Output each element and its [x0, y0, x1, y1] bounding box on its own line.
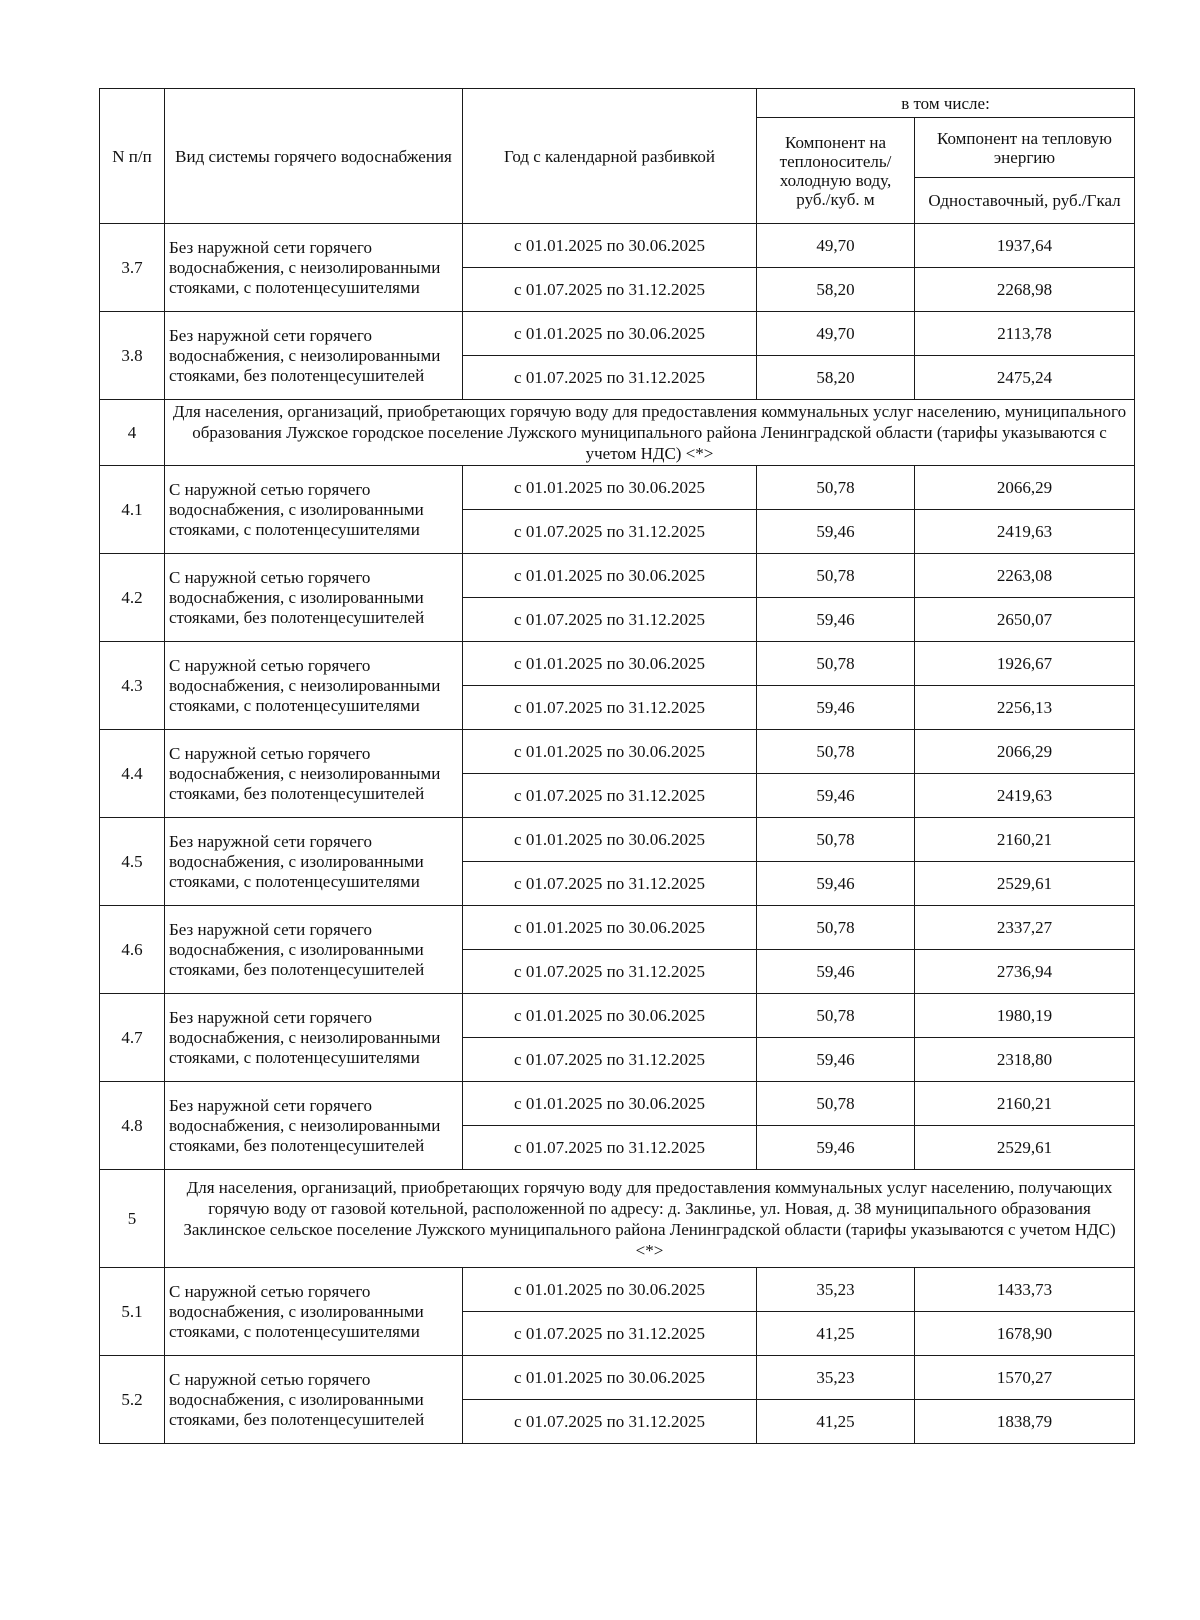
header-num: N п/п	[100, 89, 165, 224]
table-row	[100, 466, 1135, 510]
section-number: 4	[100, 400, 165, 466]
table-row	[100, 312, 1135, 356]
water-tariff-second-half: 59,46	[757, 1126, 915, 1170]
heat-tariff-second-half: 1838,79	[915, 1400, 1135, 1444]
heat-tariff-second-half: 2529,61	[915, 862, 1135, 906]
system-description: С наружной сетью горячего водоснабжения, с изолированными стояками, с полотенцесушителями	[165, 466, 463, 554]
period-first-half: с 01.01.2025 по 30.06.2025	[463, 554, 757, 598]
period-first-half: с 01.01.2025 по 30.06.2025	[463, 1082, 757, 1126]
row-number: 4.5	[100, 818, 165, 906]
heat-tariff-second-half: 2736,94	[915, 950, 1135, 994]
heat-tariff-second-half: 2256,13	[915, 686, 1135, 730]
water-tariff-first-half: 50,78	[757, 466, 915, 510]
header-period: Год с календарной разбивкой	[463, 89, 757, 224]
tariff-table	[99, 88, 1135, 1444]
table-body	[100, 224, 1135, 1444]
heat-tariff-second-half: 2650,07	[915, 598, 1135, 642]
heat-tariff-first-half: 2263,08	[915, 554, 1135, 598]
section-number: 5	[100, 1170, 165, 1268]
heat-tariff-first-half: 2160,21	[915, 818, 1135, 862]
water-tariff-second-half: 58,20	[757, 356, 915, 400]
heat-tariff-first-half: 1937,64	[915, 224, 1135, 268]
heat-tariff-second-half: 2318,80	[915, 1038, 1135, 1082]
period-first-half: с 01.01.2025 по 30.06.2025	[463, 906, 757, 950]
header-including: в том числе:	[757, 89, 1135, 118]
period-first-half: с 01.01.2025 по 30.06.2025	[463, 994, 757, 1038]
table-row	[100, 224, 1135, 268]
period-second-half: с 01.07.2025 по 31.12.2025	[463, 1126, 757, 1170]
row-number: 4.8	[100, 1082, 165, 1170]
heat-tariff-second-half: 2475,24	[915, 356, 1135, 400]
heat-tariff-first-half: 2337,27	[915, 906, 1135, 950]
system-description: С наружной сетью горячего водоснабжения, с изолированными стояками, с полотенцесушителями	[165, 1268, 463, 1356]
header-system: Вид системы горячего водоснабжения	[165, 89, 463, 224]
heat-tariff-second-half: 2268,98	[915, 268, 1135, 312]
water-tariff-second-half: 59,46	[757, 774, 915, 818]
water-tariff-first-half: 50,78	[757, 818, 915, 862]
water-tariff-second-half: 59,46	[757, 598, 915, 642]
water-tariff-second-half: 59,46	[757, 510, 915, 554]
water-tariff-second-half: 58,20	[757, 268, 915, 312]
period-second-half: с 01.07.2025 по 31.12.2025	[463, 950, 757, 994]
heat-tariff-second-half: 2419,63	[915, 774, 1135, 818]
heat-tariff-first-half: 1570,27	[915, 1356, 1135, 1400]
water-tariff-first-half: 50,78	[757, 730, 915, 774]
water-tariff-second-half: 59,46	[757, 686, 915, 730]
header-water-component: Компонент на теплоноситель/ холодную воду, руб./куб. м	[757, 118, 915, 224]
row-number: 4.7	[100, 994, 165, 1082]
water-tariff-first-half: 49,70	[757, 224, 915, 268]
system-description: С наружной сетью горячего водоснабжения, с неизолированными стояками, с полотенцесушителями	[165, 642, 463, 730]
table-row	[100, 1356, 1135, 1400]
row-number: 5.1	[100, 1268, 165, 1356]
period-second-half: с 01.07.2025 по 31.12.2025	[463, 686, 757, 730]
period-second-half: с 01.07.2025 по 31.12.2025	[463, 356, 757, 400]
period-first-half: с 01.01.2025 по 30.06.2025	[463, 642, 757, 686]
table-row	[100, 554, 1135, 598]
system-description: Без наружной сети горячего водоснабжения, с неизолированными стояками, с полотенцесушителями	[165, 224, 463, 312]
period-second-half: с 01.07.2025 по 31.12.2025	[463, 510, 757, 554]
row-number: 4.1	[100, 466, 165, 554]
row-number: 5.2	[100, 1356, 165, 1444]
period-first-half: с 01.01.2025 по 30.06.2025	[463, 1268, 757, 1312]
system-description: Без наружной сети горячего водоснабжения, с неизолированными стояками, без полотенцесушителей	[165, 312, 463, 400]
system-description: Без наружной сети горячего водоснабжения, с изолированными стояками, с полотенцесушителями	[165, 818, 463, 906]
heat-tariff-first-half: 2066,29	[915, 466, 1135, 510]
row-number: 3.8	[100, 312, 165, 400]
water-tariff-first-half: 49,70	[757, 312, 915, 356]
heat-tariff-second-half: 2529,61	[915, 1126, 1135, 1170]
system-description: С наружной сетью горячего водоснабжения, с изолированными стояками, без полотенцесушителей	[165, 554, 463, 642]
heat-tariff-first-half: 1980,19	[915, 994, 1135, 1038]
period-second-half: с 01.07.2025 по 31.12.2025	[463, 598, 757, 642]
table-row	[100, 730, 1135, 774]
system-description: Без наружной сети горячего водоснабжения, с изолированными стояками, без полотенцесушителей	[165, 906, 463, 994]
heat-tariff-first-half: 2160,21	[915, 1082, 1135, 1126]
heat-tariff-first-half: 1433,73	[915, 1268, 1135, 1312]
water-tariff-first-half: 50,78	[757, 1082, 915, 1126]
water-tariff-first-half: 50,78	[757, 554, 915, 598]
period-first-half: с 01.01.2025 по 30.06.2025	[463, 1356, 757, 1400]
water-tariff-first-half: 50,78	[757, 906, 915, 950]
table-row	[100, 1082, 1135, 1126]
row-number: 3.7	[100, 224, 165, 312]
system-description: Без наружной сети горячего водоснабжения, с неизолированными стояками, без полотенцесушителей	[165, 1082, 463, 1170]
period-first-half: с 01.01.2025 по 30.06.2025	[463, 818, 757, 862]
water-tariff-second-half: 59,46	[757, 862, 915, 906]
system-description: С наружной сетью горячего водоснабжения, с неизолированными стояками, без полотенцесушителей	[165, 730, 463, 818]
system-description: Без наружной сети горячего водоснабжения, с неизолированными стояками, с полотенцесушителями	[165, 994, 463, 1082]
table-row	[100, 1268, 1135, 1312]
water-tariff-first-half: 35,23	[757, 1356, 915, 1400]
water-tariff-first-half: 50,78	[757, 642, 915, 686]
water-tariff-second-half: 59,46	[757, 950, 915, 994]
heat-tariff-first-half: 2066,29	[915, 730, 1135, 774]
row-number: 4.6	[100, 906, 165, 994]
row-number: 4.2	[100, 554, 165, 642]
period-second-half: с 01.07.2025 по 31.12.2025	[463, 862, 757, 906]
water-tariff-first-half: 35,23	[757, 1268, 915, 1312]
section-title: Для населения, организаций, приобретающих горячую воду для предоставления коммунальных услуг населению, муниципального образования Лужское городское поселение Лужского муниципального района Ленинградской области (тарифы указываются с учетом НДС) <*>	[165, 400, 1135, 466]
period-first-half: с 01.01.2025 по 30.06.2025	[463, 730, 757, 774]
table-row	[100, 1170, 1135, 1268]
heat-tariff-second-half: 2419,63	[915, 510, 1135, 554]
header-single-rate: Одноставочный, руб./Гкал	[915, 178, 1135, 224]
section-title: Для населения, организаций, приобретающих горячую воду для предоставления коммунальных услуг населению, получающих горячую воду от газовой котельной, расположенной по адресу: д. Заклинье, ул. Новая, д. 38 муниципального образования Заклинское сельское поселение Лужского муниципального района Ленинградской области (тарифы указываются с учетом НДС) <*>	[165, 1170, 1135, 1268]
water-tariff-second-half: 41,25	[757, 1312, 915, 1356]
period-second-half: с 01.07.2025 по 31.12.2025	[463, 1400, 757, 1444]
row-number: 4.4	[100, 730, 165, 818]
period-first-half: с 01.01.2025 по 30.06.2025	[463, 312, 757, 356]
heat-tariff-first-half: 1926,67	[915, 642, 1135, 686]
table-row	[100, 994, 1135, 1038]
water-tariff-first-half: 50,78	[757, 994, 915, 1038]
water-tariff-second-half: 41,25	[757, 1400, 915, 1444]
table-row	[100, 642, 1135, 686]
period-second-half: с 01.07.2025 по 31.12.2025	[463, 1038, 757, 1082]
period-second-half: с 01.07.2025 по 31.12.2025	[463, 268, 757, 312]
period-second-half: с 01.07.2025 по 31.12.2025	[463, 1312, 757, 1356]
water-tariff-second-half: 59,46	[757, 1038, 915, 1082]
system-description: С наружной сетью горячего водоснабжения, с изолированными стояками, без полотенцесушителей	[165, 1356, 463, 1444]
period-first-half: с 01.01.2025 по 30.06.2025	[463, 466, 757, 510]
table-row	[100, 400, 1135, 466]
header-heat-component: Компонент на тепловую энергию	[915, 118, 1135, 178]
table-row	[100, 818, 1135, 862]
row-number: 4.3	[100, 642, 165, 730]
table-row	[100, 906, 1135, 950]
period-second-half: с 01.07.2025 по 31.12.2025	[463, 774, 757, 818]
heat-tariff-first-half: 2113,78	[915, 312, 1135, 356]
heat-tariff-second-half: 1678,90	[915, 1312, 1135, 1356]
period-first-half: с 01.01.2025 по 30.06.2025	[463, 224, 757, 268]
